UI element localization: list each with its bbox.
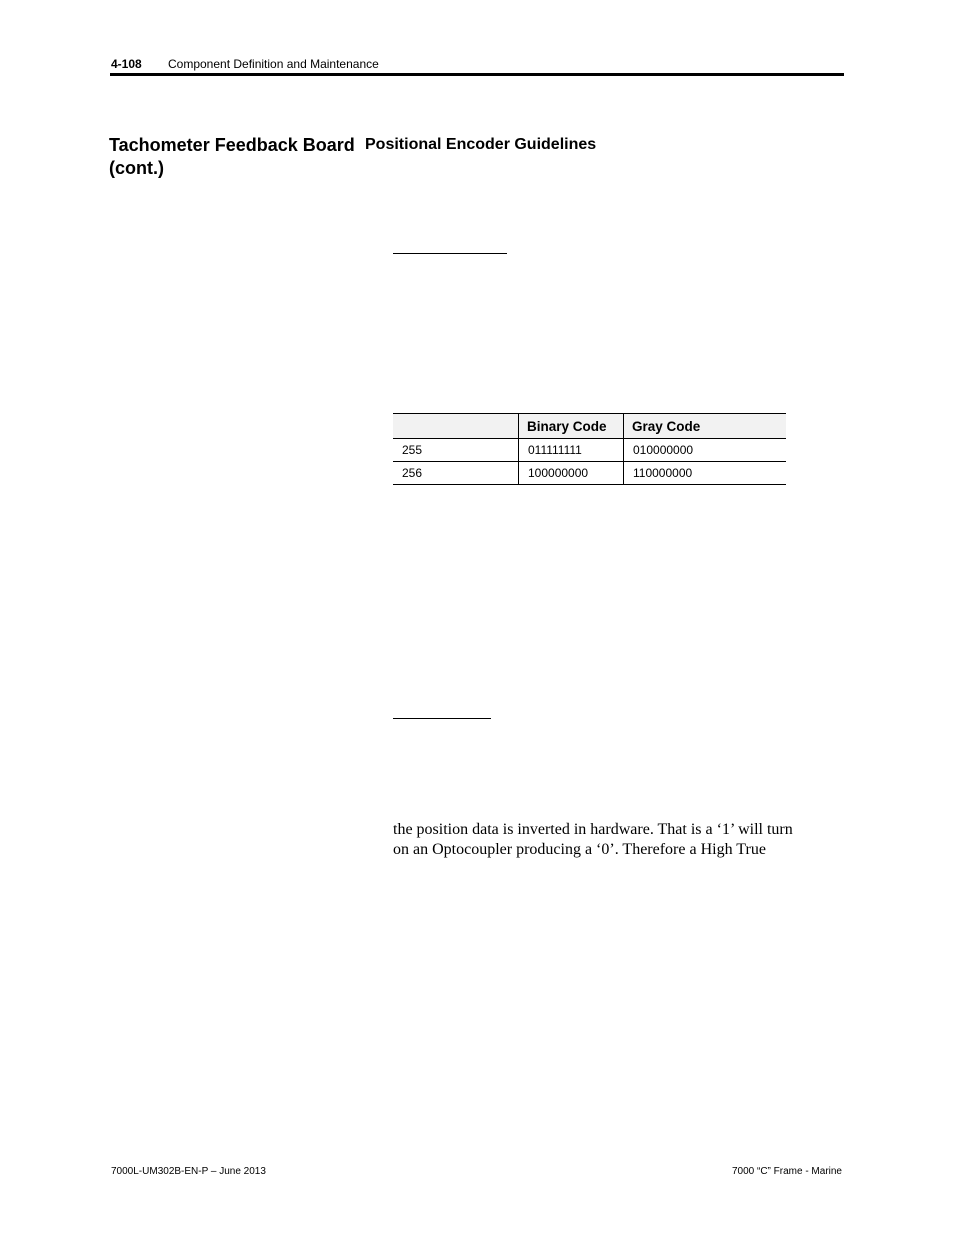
table-header-gray: Gray Code (624, 414, 787, 439)
divider-rule (393, 718, 491, 719)
table-cell-gray: 110000000 (624, 462, 787, 485)
body-line: on an Optocoupler producing a ‘0’. Therefore a High True (393, 841, 766, 858)
chapter-title: Component Definition and Maintenance (168, 57, 379, 71)
code-table (393, 413, 786, 485)
table-header-binary: Binary Code (519, 414, 624, 439)
page-number: 4-108 (111, 57, 142, 71)
header-rule (110, 73, 844, 76)
table-cell-value: 255 (393, 439, 519, 462)
section-heading: Positional Encoder Guidelines (365, 136, 597, 153)
footer-product: 7000 “C” Frame - Marine (731, 1166, 842, 1177)
table-row (393, 462, 786, 485)
table-cell-value: 256 (393, 462, 519, 485)
divider-rule (393, 253, 507, 254)
side-heading-line1: Tachometer Feedback Board (109, 135, 355, 155)
side-heading-line2: (cont.) (109, 158, 164, 178)
table-header-cell (393, 414, 519, 439)
table-row (393, 439, 786, 462)
table-cell-binary: 011111111 (519, 439, 624, 462)
body-line: the position data is inverted in hardware. That is a ‘1’ will turn (393, 821, 793, 838)
footer-doc-id: 7000L-UM302B-EN-P – June 2013 (111, 1166, 266, 1177)
table-cell-gray: 010000000 (624, 439, 787, 462)
side-heading (109, 134, 359, 180)
body-paragraph (393, 820, 843, 860)
table-header-row (393, 414, 786, 439)
table-cell-binary: 100000000 (519, 462, 624, 485)
